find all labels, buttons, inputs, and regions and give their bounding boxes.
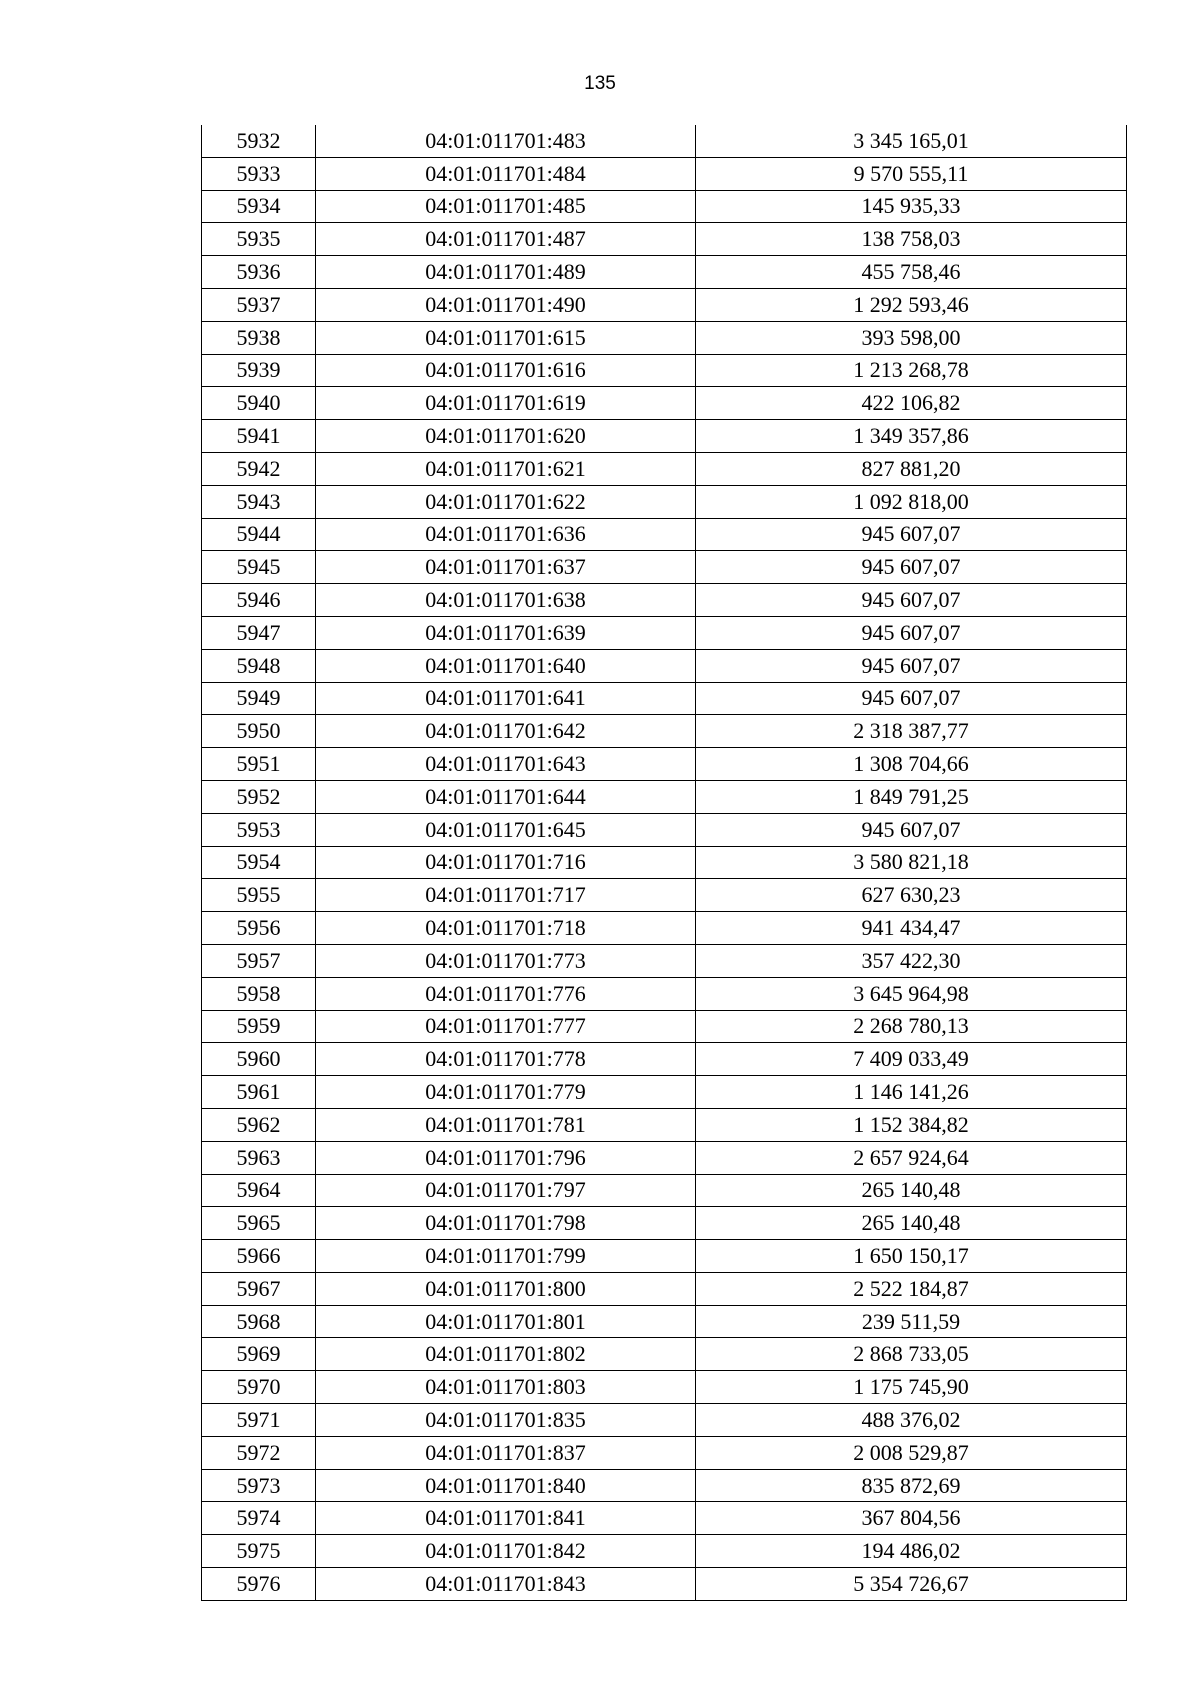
row-number-cell: 5934 [202, 190, 316, 223]
table-row [202, 1174, 1127, 1207]
cadastral-value-cell: 9 570 555,11 [696, 157, 1127, 190]
table-row [202, 1535, 1127, 1568]
cadastral-value-cell: 945 607,07 [696, 649, 1127, 682]
cadastral-value-cell: 1 349 357,86 [696, 420, 1127, 453]
table-row [202, 321, 1127, 354]
page-number: 135 [584, 73, 616, 94]
row-number-cell: 5937 [202, 288, 316, 321]
table-row [202, 354, 1127, 387]
cadastral-value-cell: 2 868 733,05 [696, 1338, 1127, 1371]
cadastral-value-cell: 3 345 165,01 [696, 125, 1127, 157]
table-row [202, 420, 1127, 453]
table-row [202, 1272, 1127, 1305]
cadastral-number-cell: 04:01:011701:637 [316, 551, 696, 584]
table-row [202, 1141, 1127, 1174]
cadastral-number-cell: 04:01:011701:615 [316, 321, 696, 354]
cadastral-value-cell: 1 092 818,00 [696, 485, 1127, 518]
cadastral-value-table [201, 125, 1127, 1601]
cadastral-value-cell: 422 106,82 [696, 387, 1127, 420]
table-row [202, 1076, 1127, 1109]
table-row [202, 748, 1127, 781]
row-number-cell: 5947 [202, 616, 316, 649]
table-row [202, 944, 1127, 977]
table-row [202, 1305, 1127, 1338]
cadastral-number-cell: 04:01:011701:781 [316, 1108, 696, 1141]
cadastral-number-cell: 04:01:011701:487 [316, 223, 696, 256]
cadastral-number-cell: 04:01:011701:638 [316, 584, 696, 617]
cadastral-value-cell: 357 422,30 [696, 944, 1127, 977]
row-number-cell: 5969 [202, 1338, 316, 1371]
row-number-cell: 5933 [202, 157, 316, 190]
row-number-cell: 5962 [202, 1108, 316, 1141]
cadastral-value-cell: 239 511,59 [696, 1305, 1127, 1338]
row-number-cell: 5943 [202, 485, 316, 518]
row-number-cell: 5942 [202, 452, 316, 485]
table-row [202, 1568, 1127, 1601]
cadastral-value-cell: 2 657 924,64 [696, 1141, 1127, 1174]
table-row [202, 1207, 1127, 1240]
table-row [202, 1371, 1127, 1404]
row-number-cell: 5955 [202, 879, 316, 912]
table-row [202, 1502, 1127, 1535]
cadastral-number-cell: 04:01:011701:621 [316, 452, 696, 485]
cadastral-value-cell: 1 308 704,66 [696, 748, 1127, 781]
table-row [202, 223, 1127, 256]
row-number-cell: 5959 [202, 1010, 316, 1043]
row-number-cell: 5949 [202, 682, 316, 715]
row-number-cell: 5941 [202, 420, 316, 453]
cadastral-value-cell: 455 758,46 [696, 256, 1127, 289]
cadastral-value-cell: 945 607,07 [696, 584, 1127, 617]
cadastral-number-cell: 04:01:011701:797 [316, 1174, 696, 1207]
cadastral-number-cell: 04:01:011701:636 [316, 518, 696, 551]
cadastral-number-cell: 04:01:011701:799 [316, 1240, 696, 1273]
table-row [202, 879, 1127, 912]
cadastral-value-cell: 1 849 791,25 [696, 780, 1127, 813]
cadastral-value-cell: 2 008 529,87 [696, 1436, 1127, 1469]
row-number-cell: 5935 [202, 223, 316, 256]
row-number-cell: 5954 [202, 846, 316, 879]
cadastral-number-cell: 04:01:011701:716 [316, 846, 696, 879]
cadastral-number-cell: 04:01:011701:490 [316, 288, 696, 321]
cadastral-number-cell: 04:01:011701:489 [316, 256, 696, 289]
cadastral-number-cell: 04:01:011701:796 [316, 1141, 696, 1174]
row-number-cell: 5966 [202, 1240, 316, 1273]
cadastral-number-cell: 04:01:011701:773 [316, 944, 696, 977]
table-row [202, 977, 1127, 1010]
row-number-cell: 5960 [202, 1043, 316, 1076]
row-number-cell: 5946 [202, 584, 316, 617]
row-number-cell: 5963 [202, 1141, 316, 1174]
table-row [202, 616, 1127, 649]
row-number-cell: 5968 [202, 1305, 316, 1338]
cadastral-value-cell: 945 607,07 [696, 551, 1127, 584]
table-row [202, 518, 1127, 551]
cadastral-value-cell: 2 268 780,13 [696, 1010, 1127, 1043]
table-row [202, 846, 1127, 879]
row-number-cell: 5952 [202, 780, 316, 813]
cadastral-value-cell: 2 522 184,87 [696, 1272, 1127, 1305]
cadastral-number-cell: 04:01:011701:644 [316, 780, 696, 813]
cadastral-number-cell: 04:01:011701:798 [316, 1207, 696, 1240]
cadastral-value-cell: 145 935,33 [696, 190, 1127, 223]
cadastral-number-cell: 04:01:011701:841 [316, 1502, 696, 1535]
table-row [202, 682, 1127, 715]
row-number-cell: 5972 [202, 1436, 316, 1469]
cadastral-number-cell: 04:01:011701:835 [316, 1404, 696, 1437]
cadastral-value-cell: 265 140,48 [696, 1174, 1127, 1207]
cadastral-number-cell: 04:01:011701:778 [316, 1043, 696, 1076]
row-number-cell: 5940 [202, 387, 316, 420]
cadastral-value-cell: 138 758,03 [696, 223, 1127, 256]
cadastral-number-cell: 04:01:011701:484 [316, 157, 696, 190]
table-row [202, 387, 1127, 420]
row-number-cell: 5948 [202, 649, 316, 682]
cadastral-value-cell: 7 409 033,49 [696, 1043, 1127, 1076]
table-row [202, 813, 1127, 846]
row-number-cell: 5974 [202, 1502, 316, 1535]
table-row [202, 125, 1127, 157]
cadastral-value-cell: 1 175 745,90 [696, 1371, 1127, 1404]
table-row [202, 715, 1127, 748]
cadastral-value-cell: 3 580 821,18 [696, 846, 1127, 879]
cadastral-number-cell: 04:01:011701:800 [316, 1272, 696, 1305]
cadastral-value-cell: 1 292 593,46 [696, 288, 1127, 321]
cadastral-value-cell: 827 881,20 [696, 452, 1127, 485]
cadastral-value-cell: 945 607,07 [696, 682, 1127, 715]
cadastral-number-cell: 04:01:011701:642 [316, 715, 696, 748]
cadastral-value-cell: 265 140,48 [696, 1207, 1127, 1240]
cadastral-value-cell: 835 872,69 [696, 1469, 1127, 1502]
cadastral-number-cell: 04:01:011701:645 [316, 813, 696, 846]
cadastral-number-cell: 04:01:011701:842 [316, 1535, 696, 1568]
cadastral-value-cell: 488 376,02 [696, 1404, 1127, 1437]
cadastral-number-cell: 04:01:011701:639 [316, 616, 696, 649]
table-row [202, 1404, 1127, 1437]
cadastral-value-cell: 5 354 726,67 [696, 1568, 1127, 1601]
row-number-cell: 5976 [202, 1568, 316, 1601]
row-number-cell: 5967 [202, 1272, 316, 1305]
cadastral-number-cell: 04:01:011701:718 [316, 912, 696, 945]
cadastral-number-cell: 04:01:011701:717 [316, 879, 696, 912]
cadastral-number-cell: 04:01:011701:776 [316, 977, 696, 1010]
table-row [202, 288, 1127, 321]
table-row [202, 1010, 1127, 1043]
row-number-cell: 5965 [202, 1207, 316, 1240]
table-row [202, 1436, 1127, 1469]
cadastral-value-cell: 393 598,00 [696, 321, 1127, 354]
cadastral-number-cell: 04:01:011701:840 [316, 1469, 696, 1502]
cadastral-value-cell: 3 645 964,98 [696, 977, 1127, 1010]
cadastral-value-cell: 1 152 384,82 [696, 1108, 1127, 1141]
row-number-cell: 5945 [202, 551, 316, 584]
cadastral-number-cell: 04:01:011701:483 [316, 125, 696, 157]
cadastral-number-cell: 04:01:011701:485 [316, 190, 696, 223]
cadastral-number-cell: 04:01:011701:777 [316, 1010, 696, 1043]
table-row [202, 584, 1127, 617]
row-number-cell: 5970 [202, 1371, 316, 1404]
table-row [202, 190, 1127, 223]
row-number-cell: 5964 [202, 1174, 316, 1207]
cadastral-value-cell: 945 607,07 [696, 813, 1127, 846]
cadastral-number-cell: 04:01:011701:622 [316, 485, 696, 518]
table-row [202, 485, 1127, 518]
table-row [202, 1469, 1127, 1502]
table-row [202, 1043, 1127, 1076]
row-number-cell: 5975 [202, 1535, 316, 1568]
cadastral-number-cell: 04:01:011701:641 [316, 682, 696, 715]
row-number-cell: 5953 [202, 813, 316, 846]
table-row [202, 256, 1127, 289]
cadastral-value-cell: 945 607,07 [696, 518, 1127, 551]
row-number-cell: 5958 [202, 977, 316, 1010]
row-number-cell: 5932 [202, 125, 316, 157]
row-number-cell: 5971 [202, 1404, 316, 1437]
cadastral-number-cell: 04:01:011701:837 [316, 1436, 696, 1469]
cadastral-value-cell: 1 213 268,78 [696, 354, 1127, 387]
cadastral-number-cell: 04:01:011701:843 [316, 1568, 696, 1601]
cadastral-value-cell: 941 434,47 [696, 912, 1127, 945]
cadastral-number-cell: 04:01:011701:616 [316, 354, 696, 387]
table-row [202, 1240, 1127, 1273]
cadastral-value-cell: 627 630,23 [696, 879, 1127, 912]
cadastral-number-cell: 04:01:011701:779 [316, 1076, 696, 1109]
table-row [202, 452, 1127, 485]
cadastral-value-cell: 1 650 150,17 [696, 1240, 1127, 1273]
row-number-cell: 5938 [202, 321, 316, 354]
cadastral-number-cell: 04:01:011701:801 [316, 1305, 696, 1338]
cadastral-value-cell: 194 486,02 [696, 1535, 1127, 1568]
cadastral-number-cell: 04:01:011701:802 [316, 1338, 696, 1371]
cadastral-number-cell: 04:01:011701:640 [316, 649, 696, 682]
cadastral-number-cell: 04:01:011701:619 [316, 387, 696, 420]
row-number-cell: 5936 [202, 256, 316, 289]
table-row [202, 157, 1127, 190]
table-row [202, 551, 1127, 584]
table-row [202, 1338, 1127, 1371]
table-row [202, 1108, 1127, 1141]
table-row [202, 780, 1127, 813]
row-number-cell: 5973 [202, 1469, 316, 1502]
cadastral-number-cell: 04:01:011701:643 [316, 748, 696, 781]
cadastral-value-cell: 1 146 141,26 [696, 1076, 1127, 1109]
row-number-cell: 5944 [202, 518, 316, 551]
row-number-cell: 5951 [202, 748, 316, 781]
table-row [202, 912, 1127, 945]
cadastral-value-cell: 367 804,56 [696, 1502, 1127, 1535]
table-body [202, 125, 1127, 1600]
table-row [202, 649, 1127, 682]
row-number-cell: 5956 [202, 912, 316, 945]
cadastral-value-cell: 2 318 387,77 [696, 715, 1127, 748]
row-number-cell: 5961 [202, 1076, 316, 1109]
cadastral-number-cell: 04:01:011701:803 [316, 1371, 696, 1404]
row-number-cell: 5957 [202, 944, 316, 977]
row-number-cell: 5950 [202, 715, 316, 748]
cadastral-number-cell: 04:01:011701:620 [316, 420, 696, 453]
row-number-cell: 5939 [202, 354, 316, 387]
cadastral-value-cell: 945 607,07 [696, 616, 1127, 649]
